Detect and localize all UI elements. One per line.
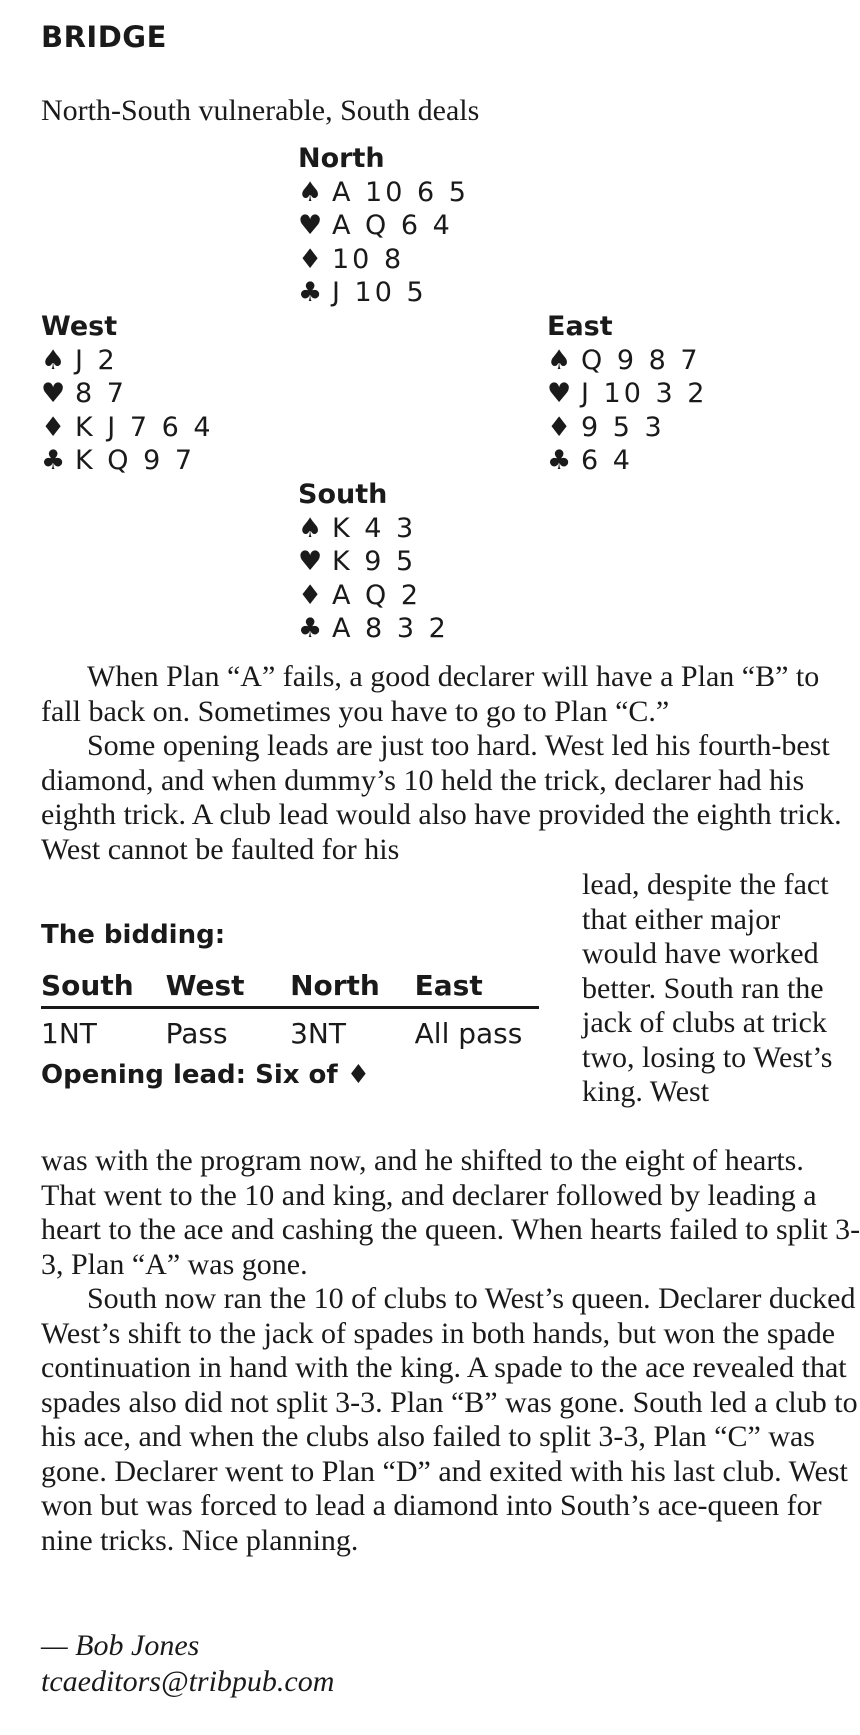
author-name: — Bob Jones (41, 1629, 200, 1662)
article-text: Some opening leads are just too hard. West led his fourth-best diamond, and when dummy’s 10 held the trick, declarer had his eighth trick. A club lead would also have provided the eighth trick. West cannot be faulted for his (41, 729, 842, 866)
club-icon: ♣ (298, 613, 323, 644)
holding-spades: K 4 3 (332, 512, 417, 544)
spade-icon: ♠ (547, 344, 572, 376)
article-text: When Plan “A” fails, a good declarer will have a Plan “B” to fall back on. Sometimes you have to go to Plan “C.” (41, 660, 820, 728)
article-paragraph: was with the program now, and he shifted to the eight of hearts. That went to the 10 and king, and declarer followed by leading a heart to the ace and cashing the queen. When hearts failed to split 3-3, Plan “A” was gone. (41, 1144, 860, 1281)
hand-north (298, 142, 469, 310)
player-name: East (547, 311, 613, 342)
article-paragraph (41, 660, 851, 867)
bidding-header: North (290, 965, 415, 1008)
bidding-title: The bidding: (41, 920, 226, 950)
bid: 1NT (41, 1017, 97, 1050)
player-name: West (41, 311, 118, 342)
club-icon: ♣ (41, 445, 66, 476)
hand-east (547, 310, 707, 478)
author-email: tcaeditors@tribpub.com (41, 1665, 335, 1698)
hand-west (41, 310, 214, 478)
holding-diamonds: 9 5 3 (581, 411, 665, 443)
club-icon: ♣ (547, 445, 572, 476)
heart-icon: ♥ (298, 210, 323, 241)
holding-clubs: K Q 9 7 (75, 445, 196, 476)
opening-lead: Opening lead: Six of ♦ (41, 1060, 371, 1090)
article-text: South now ran the 10 of clubs to West’s queen. Declarer ducked West’s shift to the jack of spades in both hands, but won the spade continuation in hand with the king. A spade to the ace revealed that spades also did not split 3-3. Plan “B” was gone. South led a club to his ace, and when the clubs also failed to split 3-3, Plan “C” was gone. Declarer went to Plan “D” and exited with his last club. West won but was forced to lead a diamond into South’s ace-queen for nine tricks. Nice planning. (41, 1282, 858, 1557)
holding-diamonds: 10 8 (332, 243, 405, 275)
player-name: North (298, 143, 385, 174)
holding-clubs: J 10 5 (332, 277, 427, 308)
heart-icon: ♥ (547, 378, 572, 409)
heart-icon: ♥ (41, 378, 66, 409)
diamond-icon: ♦ (298, 243, 323, 275)
deal-conditions: North-South vulnerable, South deals (41, 94, 480, 127)
bidding-header: East (415, 965, 539, 1008)
bid: All pass (414, 1017, 523, 1050)
diamond-icon: ♦ (547, 411, 572, 443)
diamond-icon: ♦ (298, 579, 323, 611)
heart-icon: ♥ (298, 546, 323, 577)
holding-clubs: 6 4 (581, 445, 633, 476)
holding-spades: J 2 (75, 344, 118, 376)
bid: 3NT (290, 1017, 346, 1050)
spade-icon: ♠ (41, 344, 66, 376)
club-icon: ♣ (298, 277, 323, 308)
page-title: BRIDGE (41, 20, 167, 54)
bidding-header: West (166, 965, 290, 1008)
spade-icon: ♠ (298, 176, 323, 208)
spade-icon: ♠ (298, 512, 323, 544)
holding-spades: Q 9 8 7 (581, 344, 701, 376)
bidding-table (41, 965, 539, 1050)
bidding-row (41, 1008, 539, 1051)
player-name: South (298, 479, 388, 510)
bid: Pass (165, 1017, 228, 1050)
bidding-header-row (41, 965, 539, 1008)
article-paragraph (41, 1282, 860, 1558)
holding-diamonds: A Q 2 (332, 579, 422, 611)
holding-clubs: A 8 3 2 (332, 613, 449, 644)
holding-hearts: 8 7 (75, 378, 127, 409)
holding-hearts: J 10 3 2 (581, 378, 708, 409)
byline (41, 1628, 334, 1700)
bidding-header: South (41, 965, 166, 1008)
article-column: lead, despite the fact that either major would have worked better. South ran the jack of clubs at trick two, losing to West’s king. West (582, 868, 833, 1108)
holding-hearts: A Q 6 4 (332, 210, 453, 241)
diamond-icon: ♦ (41, 411, 66, 443)
holding-spades: A 10 6 5 (332, 176, 469, 208)
holding-hearts: K 9 5 (332, 546, 417, 577)
hand-south (298, 478, 449, 646)
holding-diamonds: K J 7 6 4 (75, 411, 214, 443)
